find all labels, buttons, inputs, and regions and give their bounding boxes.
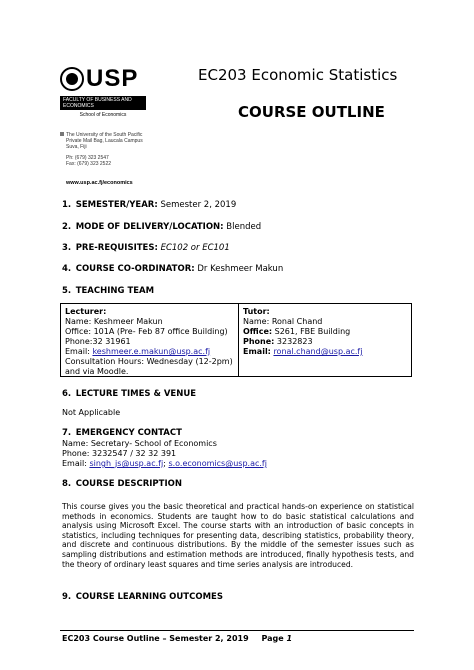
section-coordinator: 4. COURSE CO-ORDINATOR: Dr Keshmeer Makun: [62, 264, 284, 274]
usp-seal-icon: [60, 67, 84, 91]
address-marker-icon: [60, 132, 64, 136]
tutor-office: S261, FBE Building: [274, 327, 351, 336]
email-separator: ;: [163, 459, 166, 468]
address-phone: Ph: (679) 323 2547: [66, 155, 109, 161]
lecturer-hours-cont: and via Moodle.: [65, 367, 129, 376]
section-label: COURSE CO-ORDINATOR:: [75, 264, 195, 274]
address-line: The University of the South Pacific: [66, 132, 143, 138]
tutor-phone-label: Phone:: [243, 337, 275, 346]
section-value: Semester 2, 2019: [160, 200, 237, 210]
usp-logo: [60, 65, 150, 118]
lecturer-phone: Phone:32 31961: [65, 337, 131, 346]
faculty-name: FACULTY OF BUSINESS AND ECONOMICS: [60, 96, 146, 110]
tutor-email-label: Email:: [243, 347, 271, 356]
course-description: This course gives you the basic theoretical and practical hands-on experience on statistical methods in economics. Students are taught how to do basic statistical calculations and analysis using Microsoft Excel. The course starts with an introduction of basic concepts in statistics, including techniques for presenting data, describing statistics, probability theory, and discrete and continuous distributions. By the middle of the semester issues such as sampling distributions and estimation methods are introduced, finally hypothesis tests, and the theory of ordinary least squares and time series analysis are introduced.: [62, 502, 414, 569]
emergency-contact-block: [62, 439, 267, 469]
teaching-team-table: [60, 303, 412, 377]
section-value: Dr Keshmeer Makun: [197, 264, 284, 274]
lecturer-email-link[interactable]: keshmeer.e.makun@usp.ac.fj: [92, 347, 211, 356]
section-teaching-team: 5. TEACHING TEAM: [62, 286, 155, 296]
lecturer-heading: Lecturer:: [65, 307, 107, 316]
section-label: EMERGENCY CONTACT: [75, 428, 182, 438]
emergency-name: Name: Secretary- School of Economics: [62, 439, 217, 448]
lecturer-email-label: Email:: [65, 347, 90, 356]
tutor-cell: [239, 304, 411, 376]
course-title: EC203 Economic Statistics: [198, 66, 398, 84]
tutor-phone: 3232823: [276, 337, 313, 346]
section-label: PRE-REQUISITES:: [75, 243, 158, 253]
section-learning-outcomes: 9. COURSE LEARNING OUTCOMES: [62, 592, 223, 602]
logo-text: USP: [86, 65, 139, 92]
section-description: 8. COURSE DESCRIPTION: [62, 479, 182, 489]
emergency-email-link[interactable]: singh_js@usp.ac.fj: [89, 459, 164, 468]
section-value: Blended: [226, 222, 262, 232]
section-label: LECTURE TIMES & VENUE: [75, 389, 197, 399]
footer-page-number: 1: [286, 634, 293, 643]
lecture-times-value: Not Applicable: [62, 408, 121, 417]
address-block: [66, 132, 143, 167]
tutor-heading: Tutor:: [243, 307, 270, 316]
website-link[interactable]: www.usp.ac.fj/economics: [66, 180, 133, 186]
tutor-office-label: Office:: [243, 327, 273, 336]
footer-text: EC203 Course Outline – Semester 2, 2019: [62, 634, 249, 643]
section-label: TEACHING TEAM: [75, 286, 155, 296]
section-prerequisites: 3. PRE-REQUISITES: EC102 or EC101: [62, 243, 230, 253]
lecturer-name: Name: Keshmeer Makun: [65, 317, 163, 326]
emergency-email-label: Email:: [62, 459, 87, 468]
footer-divider: [60, 630, 414, 631]
section-mode: 2. MODE OF DELIVERY/LOCATION: Blended: [62, 222, 262, 232]
section-label: COURSE DESCRIPTION: [75, 479, 182, 489]
tutor-name: Name: Ronal Chand: [243, 317, 323, 326]
document-subtitle: COURSE OUTLINE: [238, 103, 385, 121]
section-value: EC102 or EC101: [160, 243, 230, 253]
school-name: School of Economics: [79, 112, 127, 118]
address-fax: Fax: (679) 323 2522: [66, 161, 112, 167]
section-label: MODE OF DELIVERY/LOCATION:: [75, 222, 224, 232]
emergency-phone: Phone: 3232547 / 32 32 391: [62, 449, 177, 458]
section-label: SEMESTER/YEAR:: [75, 200, 158, 210]
address-line: Private Mail Bag, Laucala Campus: [66, 138, 143, 144]
tutor-email-link[interactable]: ronal.chand@usp.ac.fj: [273, 347, 363, 356]
lecturer-cell: [61, 304, 239, 376]
lecturer-office: Office: 101A (Pre- Feb 87 office Building): [65, 327, 228, 336]
address-line: Suva, Fiji: [66, 144, 87, 150]
page-footer: [62, 634, 292, 643]
footer-page-label: Page: [261, 634, 284, 643]
lecturer-hours: Consultation Hours: Wednesday (12-2pm): [65, 357, 233, 366]
section-emergency: 7. EMERGENCY CONTACT: [62, 428, 182, 438]
section-lecture-times: 6. LECTURE TIMES & VENUE: [62, 389, 197, 399]
section-semester: 1. SEMESTER/YEAR: Semester 2, 2019: [62, 200, 237, 210]
emergency-email-link[interactable]: s.o.economics@usp.ac.fj: [168, 459, 267, 468]
section-label: COURSE LEARNING OUTCOMES: [75, 592, 223, 602]
